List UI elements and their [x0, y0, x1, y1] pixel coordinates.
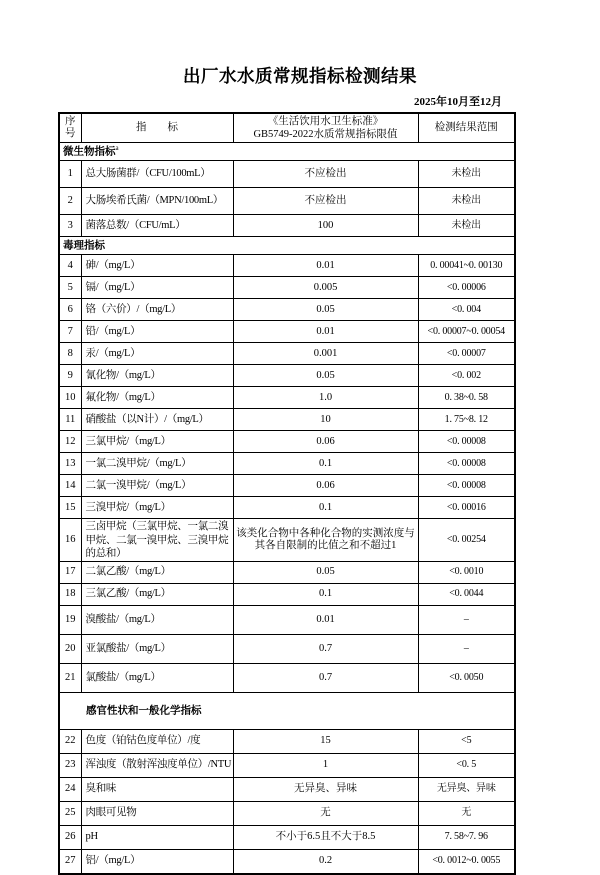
- cell-indicator: 大肠埃希氏菌/（MPN/100mL）: [81, 188, 233, 215]
- table-row: [59, 605, 515, 634]
- cell-result: <0. 002: [418, 365, 515, 387]
- cell-limit: 0.005: [233, 277, 418, 299]
- section-row-sensory: [59, 692, 515, 729]
- table-row: [59, 634, 515, 663]
- cell-no: 5: [59, 277, 81, 299]
- cell-indicator: 氟化物/（mg/L）: [81, 387, 233, 409]
- cell-no: 11: [59, 409, 81, 431]
- table-row: [59, 255, 515, 277]
- cell-indicator: 色度（铂钴色度单位）/度: [81, 729, 233, 753]
- table-row: [59, 497, 515, 519]
- cell-no: 27: [59, 849, 81, 874]
- section-label: [59, 143, 515, 161]
- cell-result: <0. 00007~0. 00054: [418, 321, 515, 343]
- cell-no: 17: [59, 561, 81, 583]
- report-period: 2025年10月至12月: [414, 96, 502, 108]
- section-label-text: 感官性状和一般化学指标: [86, 705, 202, 717]
- cell-indicator: 肉眼可见物: [81, 801, 233, 825]
- cell-indicator: 总大肠菌群/（CFU/100mL）: [81, 161, 233, 188]
- header-row: [59, 113, 515, 143]
- table-row: [59, 215, 515, 237]
- table-row: [59, 321, 515, 343]
- table-row: [59, 475, 515, 497]
- page-title: 出厂水水质常规指标检测结果: [183, 66, 417, 86]
- cell-indicator: 三氯甲烷/（mg/L）: [81, 431, 233, 453]
- cell-limit: 0.05: [233, 561, 418, 583]
- cell-no: 13: [59, 453, 81, 475]
- cell-limit: 不应检出: [233, 161, 418, 188]
- cell-indicator: 二氯乙酸/（mg/L）: [81, 561, 233, 583]
- col-header-result: 检测结果范围: [418, 113, 515, 143]
- table-row: [59, 825, 515, 849]
- cell-limit: 15: [233, 729, 418, 753]
- cell-indicator: 汞/（mg/L）: [81, 343, 233, 365]
- cell-no: 10: [59, 387, 81, 409]
- cell-limit: 该类化合物中各种化合物的实测浓度与其各自限制的比值之和不超过1: [233, 519, 418, 561]
- cell-indicator: 溴酸盐/（mg/L）: [81, 605, 233, 634]
- cell-indicator: 氰化物/（mg/L）: [81, 365, 233, 387]
- cell-indicator: pH: [81, 825, 233, 849]
- cell-indicator: 镉/（mg/L）: [81, 277, 233, 299]
- cell-no: 1: [59, 161, 81, 188]
- cell-result: <0. 00007: [418, 343, 515, 365]
- cell-limit: 0.01: [233, 255, 418, 277]
- cell-limit: 不应检出: [233, 188, 418, 215]
- table-row: [59, 663, 515, 692]
- table-row: [59, 299, 515, 321]
- cell-result: 无: [418, 801, 515, 825]
- cell-no: 20: [59, 634, 81, 663]
- cell-indicator: 砷/（mg/L）: [81, 255, 233, 277]
- cell-no: 4: [59, 255, 81, 277]
- cell-result: <0. 0044: [418, 583, 515, 605]
- cell-indicator: 三溴甲烷/（mg/L）: [81, 497, 233, 519]
- cell-limit: 0.7: [233, 663, 418, 692]
- cell-limit: 0.7: [233, 634, 418, 663]
- cell-result: 1. 75~8. 12: [418, 409, 515, 431]
- cell-no: 23: [59, 753, 81, 777]
- cell-result: 7. 58~7. 96: [418, 825, 515, 849]
- table-row: [59, 729, 515, 753]
- cell-result: –: [418, 634, 515, 663]
- cell-no: 3: [59, 215, 81, 237]
- cell-indicator: 三卤甲烷（三氯甲烷、一氯二溴甲烷、二氯一溴甲烷、三溴甲烷的总和）: [81, 519, 233, 561]
- cell-no: 25: [59, 801, 81, 825]
- cell-limit: 0.2: [233, 849, 418, 874]
- cell-result: 0. 00041~0. 00130: [418, 255, 515, 277]
- section-label: [59, 692, 515, 729]
- cell-result: <0. 0012~0. 0055: [418, 849, 515, 874]
- cell-indicator: 硝酸盐（以N计）/（mg/L）: [81, 409, 233, 431]
- cell-limit: 0.05: [233, 299, 418, 321]
- cell-indicator: 铬（六价）/（mg/L）: [81, 299, 233, 321]
- cell-limit: 100: [233, 215, 418, 237]
- cell-result: 未检出: [418, 188, 515, 215]
- section-label-text: 毒理指标: [63, 240, 105, 252]
- cell-result: <0. 00254: [418, 519, 515, 561]
- cell-indicator: 一氯二溴甲烷/（mg/L）: [81, 453, 233, 475]
- cell-result: <0. 004: [418, 299, 515, 321]
- cell-indicator: 三氯乙酸/（mg/L）: [81, 583, 233, 605]
- cell-indicator: 浑浊度（散射浑浊度单位）/NTU: [81, 753, 233, 777]
- cell-indicator: 铅/（mg/L）: [81, 321, 233, 343]
- cell-no: 12: [59, 431, 81, 453]
- table-row: [59, 801, 515, 825]
- cell-indicator: 亚氯酸盐/（mg/L）: [81, 634, 233, 663]
- col-header-no: 序号: [59, 113, 81, 143]
- cell-limit: 无: [233, 801, 418, 825]
- table-row: [59, 519, 515, 561]
- table-row: [59, 277, 515, 299]
- cell-result: 无异臭、异味: [418, 777, 515, 801]
- cell-result: <5: [418, 729, 515, 753]
- cell-result: <0. 00008: [418, 453, 515, 475]
- cell-limit: 无异臭、异味: [233, 777, 418, 801]
- table-row: [59, 365, 515, 387]
- cell-no: 14: [59, 475, 81, 497]
- cell-result: 未检出: [418, 161, 515, 188]
- cell-limit: 0.05: [233, 365, 418, 387]
- footnote-marker: a: [115, 144, 119, 153]
- cell-indicator: 铝/（mg/L）: [81, 849, 233, 874]
- table-row: [59, 409, 515, 431]
- table-row: [59, 188, 515, 215]
- cell-indicator: 臭和味: [81, 777, 233, 801]
- cell-no: 26: [59, 825, 81, 849]
- cell-indicator: 二氯一溴甲烷/（mg/L）: [81, 475, 233, 497]
- cell-no: 15: [59, 497, 81, 519]
- table-row: [59, 583, 515, 605]
- cell-limit: 1: [233, 753, 418, 777]
- table-header: [59, 113, 515, 143]
- cell-limit: 10: [233, 409, 418, 431]
- table-row: [59, 849, 515, 874]
- cell-no: 18: [59, 583, 81, 605]
- cell-indicator: 氯酸盐/（mg/L）: [81, 663, 233, 692]
- table-row: [59, 161, 515, 188]
- cell-limit: 1.0: [233, 387, 418, 409]
- cell-no: 16: [59, 519, 81, 561]
- cell-limit: 0.01: [233, 321, 418, 343]
- table-row: [59, 777, 515, 801]
- cell-no: 8: [59, 343, 81, 365]
- cell-limit: 0.1: [233, 583, 418, 605]
- table-row: [59, 453, 515, 475]
- cell-result: <0. 0050: [418, 663, 515, 692]
- cell-indicator: 菌落总数/（CFU/mL）: [81, 215, 233, 237]
- cell-result: –: [418, 605, 515, 634]
- cell-no: 9: [59, 365, 81, 387]
- cell-limit: 0.01: [233, 605, 418, 634]
- table-row: [59, 561, 515, 583]
- col-header-limit-line1: 《生活饮用水卫生标准》: [267, 116, 384, 127]
- table-row: [59, 343, 515, 365]
- cell-result: <0. 00008: [418, 475, 515, 497]
- cell-no: 7: [59, 321, 81, 343]
- cell-limit: 0.06: [233, 431, 418, 453]
- table-row: [59, 753, 515, 777]
- cell-no: 24: [59, 777, 81, 801]
- cell-limit: 不小于6.5且不大于8.5: [233, 825, 418, 849]
- cell-limit: 0.1: [233, 497, 418, 519]
- table-row: [59, 387, 515, 409]
- cell-result: <0. 00008: [418, 431, 515, 453]
- col-header-indicator: 指 标: [81, 113, 233, 143]
- cell-limit: 0.001: [233, 343, 418, 365]
- table-row: [59, 431, 515, 453]
- cell-result: 0. 38~0. 58: [418, 387, 515, 409]
- cell-limit: 0.06: [233, 475, 418, 497]
- results-table: [58, 112, 516, 875]
- cell-result: 未检出: [418, 215, 515, 237]
- cell-result: <0. 0010: [418, 561, 515, 583]
- col-header-limit: [233, 113, 418, 143]
- cell-no: 19: [59, 605, 81, 634]
- cell-result: <0. 00016: [418, 497, 515, 519]
- section-label-text: 微生物指标: [63, 146, 116, 158]
- cell-no: 6: [59, 299, 81, 321]
- section-label: [59, 237, 515, 255]
- cell-no: 21: [59, 663, 81, 692]
- table-body: [59, 143, 515, 874]
- cell-no: 22: [59, 729, 81, 753]
- cell-result: <0. 5: [418, 753, 515, 777]
- col-header-limit-line2: GB5749-2022水质常规指标限值: [253, 129, 398, 141]
- section-row-toxicological: [59, 237, 515, 255]
- cell-result: <0. 00006: [418, 277, 515, 299]
- section-row-microbial: [59, 143, 515, 161]
- cell-no: 2: [59, 188, 81, 215]
- cell-limit: 0.1: [233, 453, 418, 475]
